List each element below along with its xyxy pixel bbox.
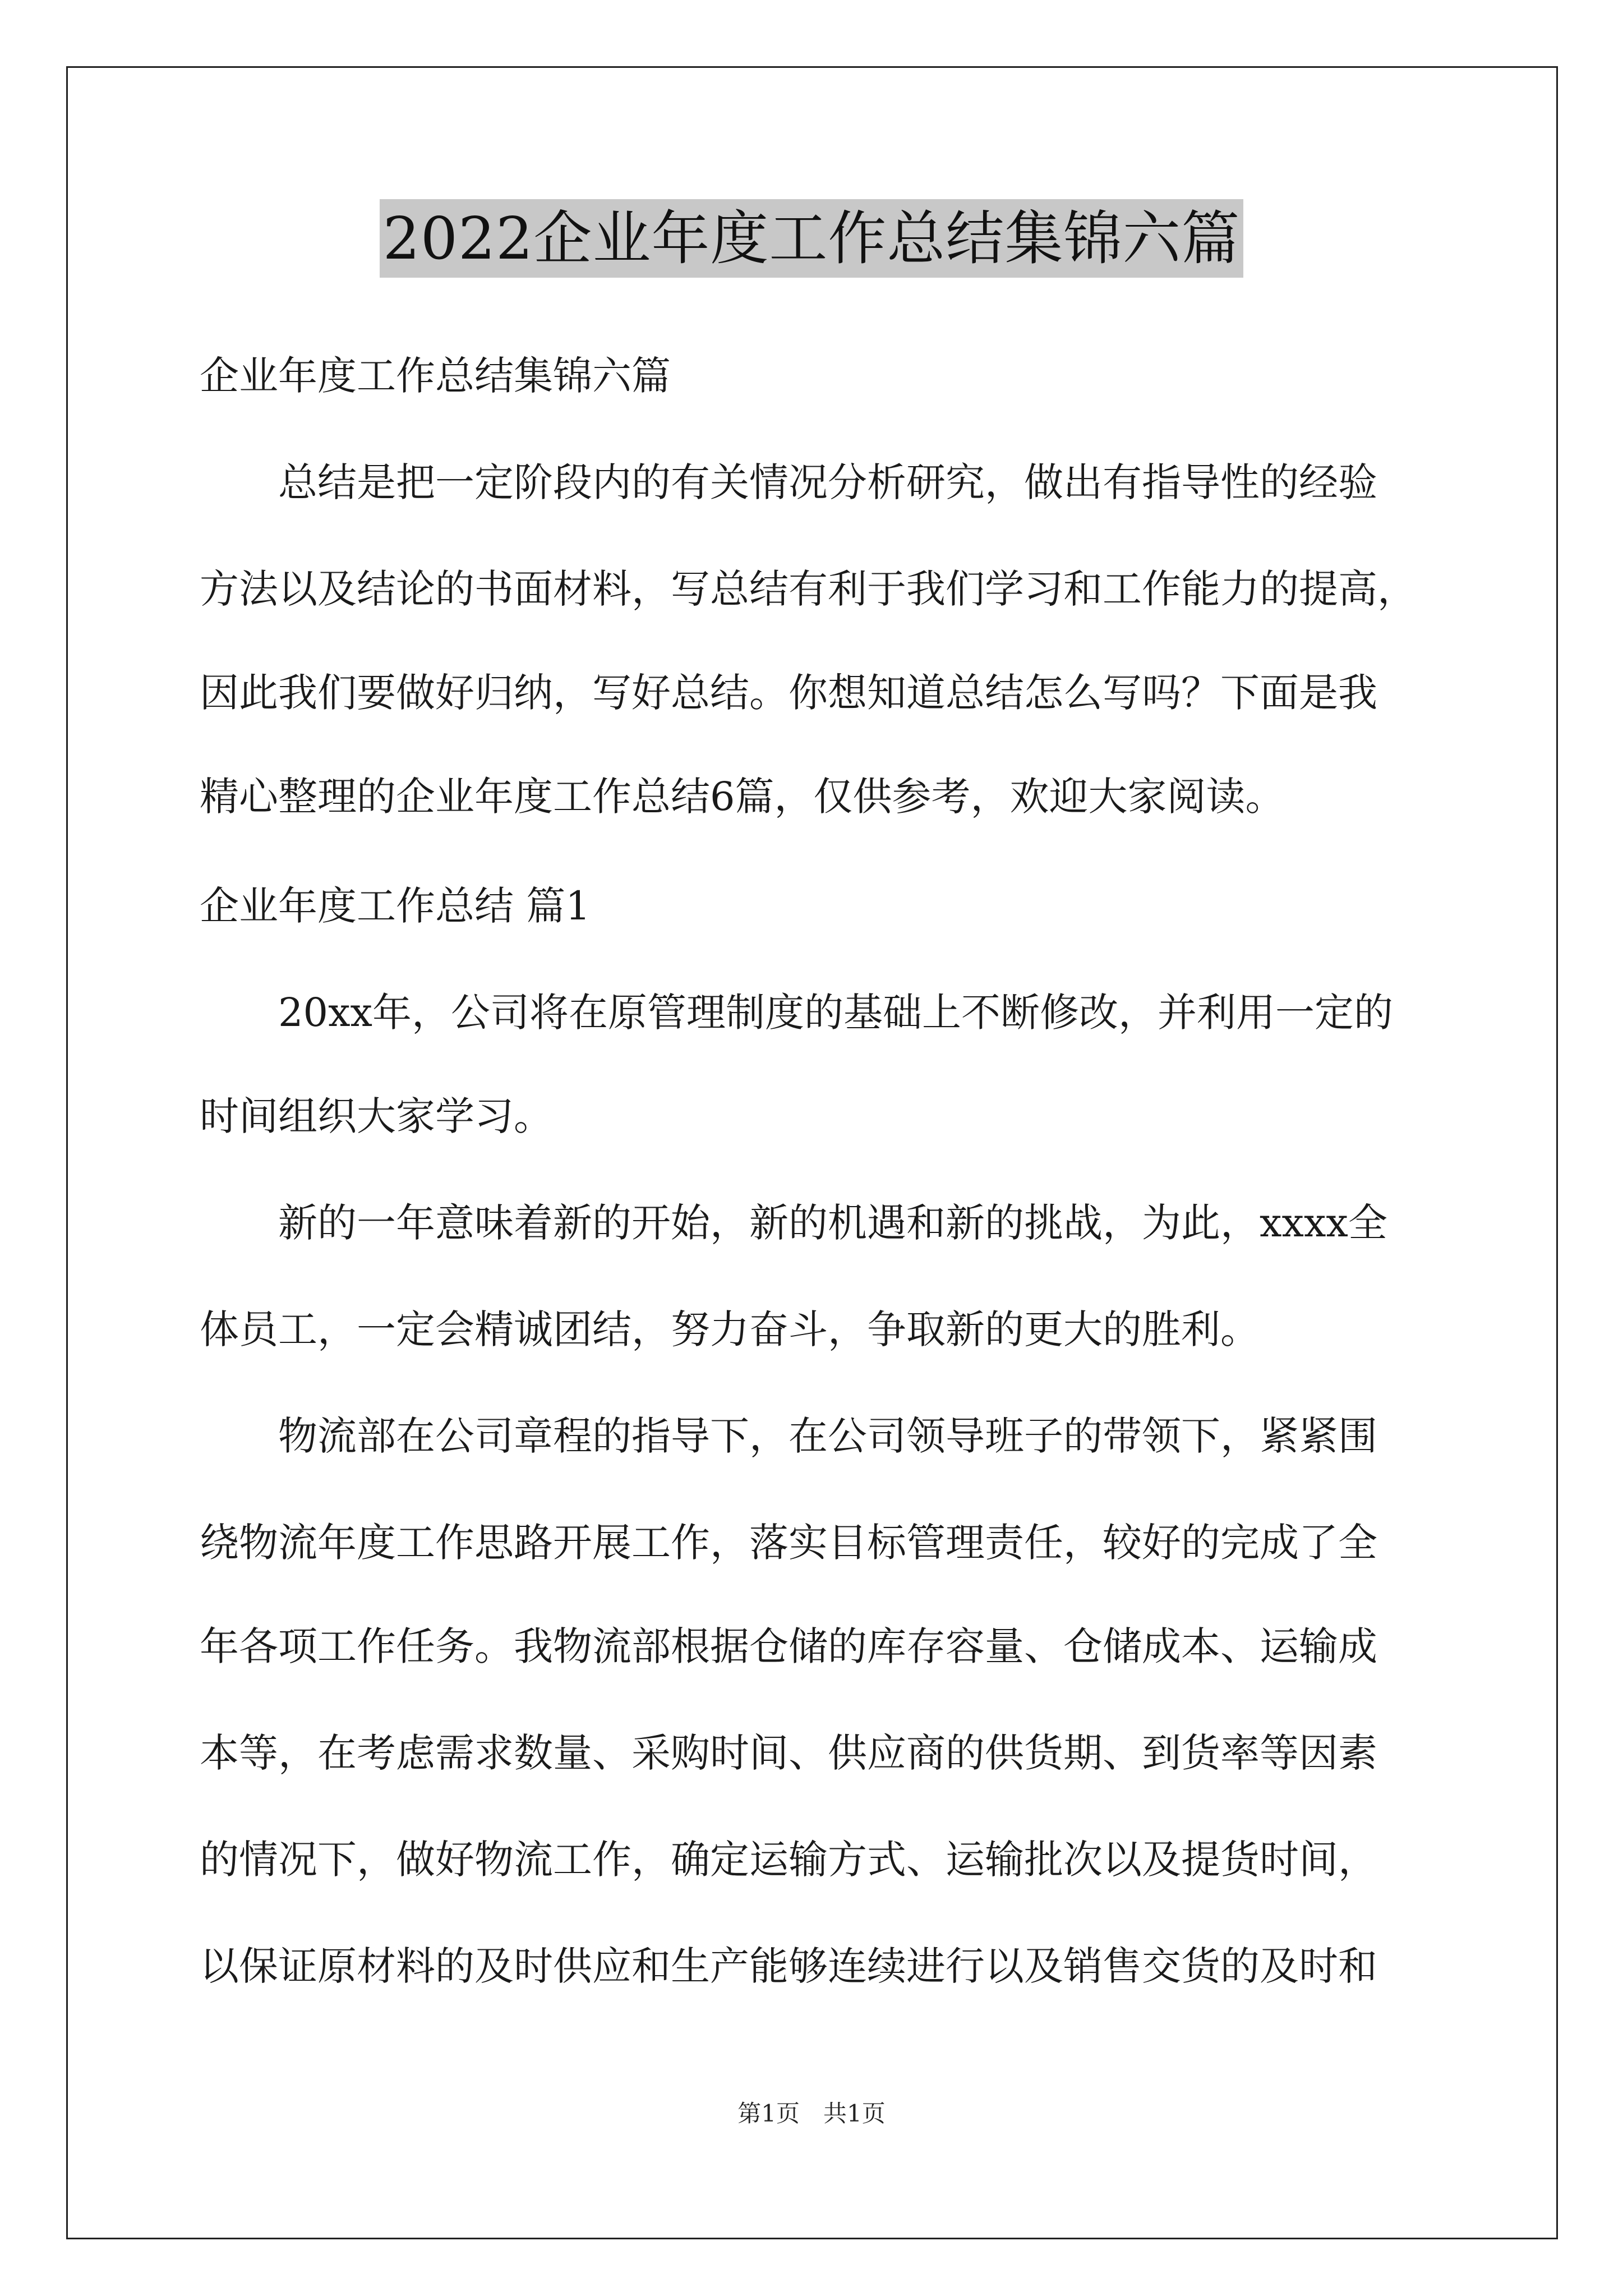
section-heading: 企业年度工作总结 篇1 [200,883,591,929]
paragraph-line: 以保证原材料的及时供应和生产能够连续进行以及销售交货的及时和 [200,1943,1377,1989]
paragraph-line: 因此我们要做好归纳，写好总结。你想知道总结怎么写吗？下面是我 [200,670,1377,716]
title-container [0,199,1623,278]
document-title: 2022企业年度工作总结集锦六篇 [380,199,1244,278]
section-heading: 企业年度工作总结集锦六篇 [200,353,671,399]
paragraph-line: 总结是把一定阶段内的有关情况分析研究，做出有指导性的经验 [200,459,1377,505]
paragraph-line: 方法以及结论的书面材料，写总结有利于我们学习和工作能力的提高， [200,566,1417,612]
paragraph-line: 的情况下，做好物流工作，确定运输方式、运输批次以及提货时间， [200,1837,1377,1883]
page-footer: 第1页 共1页 [737,2100,886,2127]
paragraph-line: 精心整理的企业年度工作总结6篇，仅供参考，欢迎大家阅读。 [200,774,1285,820]
paragraph-line: 新的一年意味着新的开始，新的机遇和新的挑战，为此，xxxx全 [200,1200,1387,1246]
paragraph-line: 本等，在考虑需求数量、采购时间、供应商的供货期、到货率等因素 [200,1730,1377,1776]
paragraph-line: 20xx年，公司将在原管理制度的基础上不断修改，并利用一定的 [200,990,1394,1036]
paragraph-line: 时间组织大家学习。 [200,1093,553,1139]
paragraph-line: 体员工，一定会精诚团结，努力奋斗，争取新的更大的胜利。 [200,1306,1260,1352]
paragraph-line: 年各项工作任务。我物流部根据仓储的库存容量、仓储成本、运输成 [200,1623,1377,1669]
paragraph-line: 绕物流年度工作思路开展工作，落实目标管理责任，较好的完成了全 [200,1520,1377,1566]
paragraph-line: 物流部在公司章程的指导下，在公司领导班子的带领下，紧紧围 [200,1413,1377,1459]
